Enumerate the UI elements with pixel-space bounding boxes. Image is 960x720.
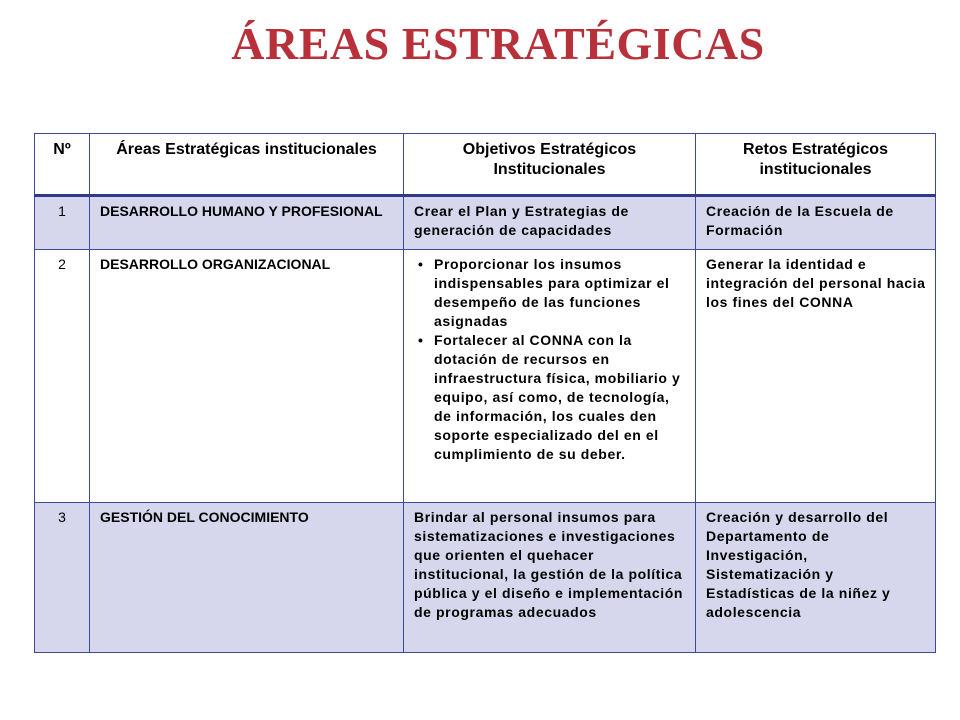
header-retos: Retos Estratégicos institucionales: [696, 134, 936, 196]
area-cell: DESARROLLO HUMANO Y PROFESIONAL: [90, 196, 404, 250]
header-areas: Áreas Estratégicas institucionales: [90, 134, 404, 196]
reto-cell: Creación de la Escuela de Formación: [696, 196, 936, 250]
objetivo-cell: Brindar al personal insumos para sistematizaciones e investigaciones que orienten el quehacer institucional, la gestión de la política pública y el diseño e implementación de programas adecuados: [404, 503, 696, 653]
strategic-areas-table: [34, 133, 936, 653]
row-number: 2: [35, 250, 90, 503]
objetivo-list: [414, 255, 687, 464]
page-title: ÁREAS ESTRATÉGICAS: [231, 18, 765, 69]
row-number: 3: [35, 503, 90, 653]
area-cell: DESARROLLO ORGANIZACIONAL: [90, 250, 404, 503]
table-header-row: [35, 134, 936, 196]
objetivo-cell: Crear el Plan y Estrategias de generación de capacidades: [404, 196, 696, 250]
table-row: [35, 196, 936, 250]
list-item: • Proporcionar los insumos indispensables para optimizar el desempeño de las funciones asignadas: [434, 255, 687, 331]
header-number: Nº: [35, 134, 90, 196]
reto-cell: Generar la identidad e integración del personal hacia los fines del CONNA: [696, 250, 936, 503]
header-objetivos: Objetivos Estratégicos Institucionales: [404, 134, 696, 196]
row-number: 1: [35, 196, 90, 250]
table-row: [35, 250, 936, 503]
list-item: • Fortalecer al CONNA con la dotación de recursos en infraestructura física, mobiliario y equipo, así como, de tecnología, de información, los cuales den soporte especializado del en el cumplimiento de su deber.: [434, 331, 687, 464]
area-cell: GESTIÓN DEL CONOCIMIENTO: [90, 503, 404, 653]
table-row: [35, 503, 936, 653]
reto-cell: Creación y desarrollo del Departamento de Investigación, Sistematización y Estadísticas de la niñez y adolescencia: [696, 503, 936, 653]
objetivo-cell: [404, 250, 696, 503]
